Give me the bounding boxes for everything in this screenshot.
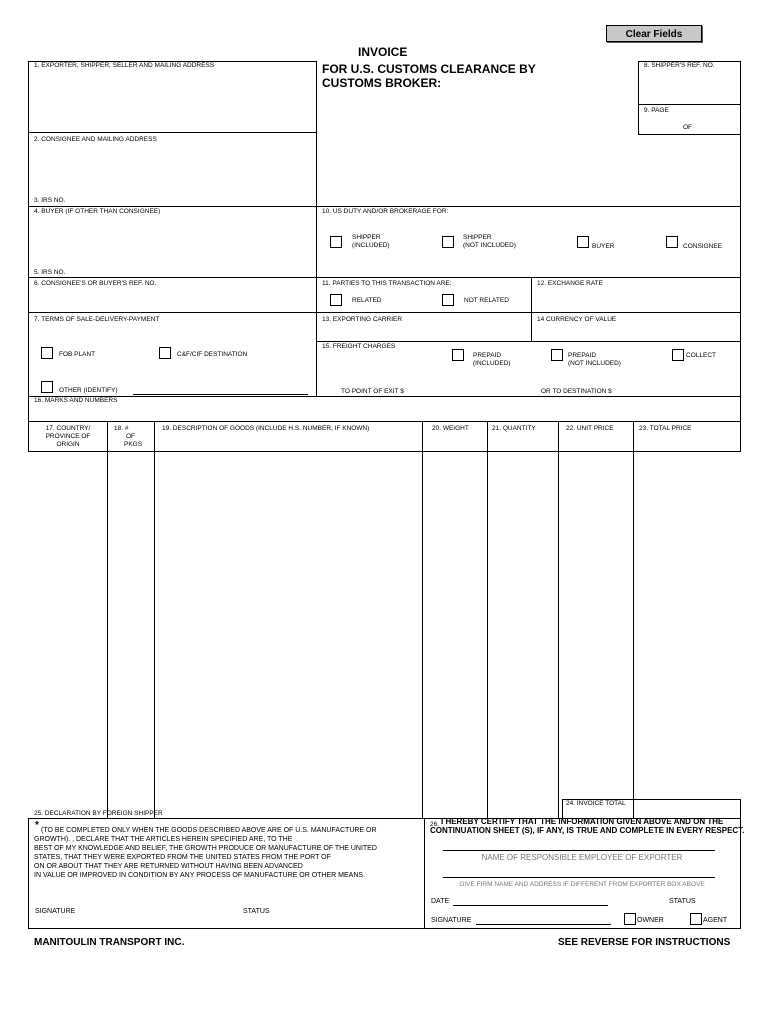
prepaid-not-included-label: PREPAID (NOT INCLUDED) bbox=[568, 352, 621, 367]
declarant-name-field[interactable] bbox=[80, 836, 170, 845]
box16-label: 16. MARKS AND NUMBERS bbox=[34, 397, 118, 404]
invoice-heading: INVOICE bbox=[358, 45, 408, 59]
related-label: RELATED bbox=[352, 297, 382, 304]
box13-label: 13. EXPORTING CARRIER bbox=[322, 316, 403, 323]
date-label: DATE bbox=[431, 898, 450, 905]
shipper-not-included-label: SHIPPER (NOT INCLUDED) bbox=[463, 234, 516, 249]
col-weight-header: 20. WEIGHT bbox=[432, 425, 469, 432]
owner-checkbox[interactable] bbox=[624, 913, 636, 925]
box5-label: 5. IRS NO. bbox=[34, 269, 66, 276]
on-or-about-field[interactable] bbox=[90, 863, 178, 872]
box7-label: 7. TERMS OF SALE-DELIVERY-PAYMENT bbox=[34, 316, 160, 323]
declaration-asterisk: * bbox=[35, 820, 39, 831]
owner-label: OWNER bbox=[637, 917, 664, 924]
box9-label: 9. PAGE bbox=[644, 107, 669, 114]
box26-number: 26. bbox=[430, 821, 440, 828]
prepaid-included-label: PREPAID (INCLUDED) bbox=[473, 352, 511, 367]
currency-field[interactable] bbox=[536, 326, 736, 339]
box3-label: 3. IRS NO. bbox=[34, 197, 66, 204]
box1-label: 1. EXPORTER, SHIPPER, SELLER AND MAILING ADDRESS bbox=[34, 62, 215, 69]
box25-label: 25. DECLARATION BY FOREIGN SHIPPER bbox=[34, 810, 163, 817]
invoice-total-field[interactable] bbox=[640, 808, 736, 817]
buyer-ref-field[interactable] bbox=[32, 292, 312, 308]
collect-label: COLLECT bbox=[686, 352, 716, 359]
quantity-column-field[interactable] bbox=[490, 454, 556, 794]
buyer-checkbox-label: BUYER bbox=[592, 243, 615, 250]
collect-checkbox[interactable] bbox=[672, 349, 684, 361]
box6-label: 6. CONSIGNEE'S OR BUYER'S REF. NO. bbox=[34, 280, 157, 287]
shipper-included-checkbox[interactable] bbox=[330, 236, 342, 248]
signature2-label: SIGNATURE bbox=[431, 917, 472, 924]
cf-cif-label: C&F/CIF DESTINATION bbox=[177, 351, 248, 358]
fob-plant-checkbox[interactable] bbox=[41, 347, 53, 359]
unit-price-column-field[interactable] bbox=[561, 454, 631, 794]
consignee-checkbox-label: CONSIGNEE bbox=[683, 243, 723, 250]
consignee-checkbox[interactable] bbox=[666, 236, 678, 248]
status-label: STATUS bbox=[243, 908, 270, 915]
responsible-employee-label: NAME OF RESPONSIBLE EMPLOYEE OF EXPORTER bbox=[481, 853, 683, 862]
port-field[interactable] bbox=[330, 854, 420, 863]
fob-plant-label: FOB PLANT bbox=[59, 351, 96, 358]
box11-label: 11. PARTIES TO THIS TRANSACTION ARE: bbox=[322, 280, 452, 287]
col-unit-price-header: 22. UNIT PRICE bbox=[566, 425, 614, 432]
shipper-ref-field[interactable] bbox=[642, 74, 737, 102]
marks-numbers-field[interactable] bbox=[32, 406, 736, 419]
cf-cif-checkbox[interactable] bbox=[159, 347, 171, 359]
prepaid-included-checkbox[interactable] bbox=[452, 349, 464, 361]
date-field[interactable] bbox=[455, 896, 605, 905]
status2-label: STATUS bbox=[669, 898, 696, 905]
box2-label: 2. CONSIGNEE AND MAILING ADDRESS bbox=[34, 136, 157, 143]
not-related-checkbox[interactable] bbox=[442, 294, 454, 306]
buyer-checkbox[interactable] bbox=[577, 236, 589, 248]
prepaid-not-included-checkbox[interactable] bbox=[551, 349, 563, 361]
pkgs-column-field[interactable] bbox=[110, 454, 152, 794]
col-total-price-header: 23. TOTAL PRICE bbox=[639, 425, 692, 432]
box8-label: 8. SHIPPER'S REF. NO. bbox=[644, 62, 715, 69]
exporter-field[interactable] bbox=[32, 74, 312, 129]
clear-fields-button[interactable]: Clear Fields bbox=[606, 25, 702, 42]
responsible-employee-field[interactable] bbox=[445, 840, 713, 849]
signature-label: SIGNATURE bbox=[35, 908, 76, 915]
reverse-instructions: SEE REVERSE FOR INSTRUCTIONS bbox=[558, 937, 731, 948]
col-description-header: 19. DESCRIPTION OF GOODS (INCLUDE H.S. NUMBER, IF KNOWN) bbox=[162, 425, 370, 432]
to-destination-label: OR TO DESTINATION $ bbox=[541, 388, 612, 395]
buyer-field[interactable] bbox=[32, 220, 312, 266]
total-price-column-field[interactable] bbox=[636, 454, 738, 794]
box15-label: 15. FREIGHT CHARGES bbox=[322, 343, 396, 350]
shipper-included-label: SHIPPER (INCLUDED) bbox=[352, 234, 390, 249]
other-label: OTHER (IDENTIFY) bbox=[59, 387, 118, 394]
related-checkbox[interactable] bbox=[330, 294, 342, 306]
other-checkbox[interactable] bbox=[41, 381, 53, 393]
box14-label: 14 CURRENCY OF VALUE bbox=[537, 316, 617, 323]
weight-column-field[interactable] bbox=[425, 454, 485, 794]
form-title: FOR U.S. CUSTOMS CLEARANCE BY CUSTOMS BROKER: bbox=[322, 62, 536, 90]
exchange-rate-field[interactable] bbox=[536, 292, 736, 308]
other-identify-field[interactable] bbox=[134, 384, 306, 394]
firm-name-field[interactable] bbox=[445, 867, 713, 876]
not-related-label: NOT RELATED bbox=[464, 297, 509, 304]
col-pkgs-header: 18. # OF PKGS bbox=[114, 425, 143, 448]
box10-label: 10. US DUTY AND/OR BROKERAGE FOR: bbox=[322, 208, 449, 215]
col-country-header: 17. COUNTRY/ PROVINCE OF ORIGIN bbox=[45, 425, 91, 448]
firm-address-note: GIVE FIRM NAME AND ADDRESS IF DIFFERENT FROM EXPORTER BOX ABOVE bbox=[459, 881, 705, 888]
certification-line1: I HEREBY CERTIFY THAT THE INFORMATION GIVEN ABOVE AND ON THE bbox=[441, 817, 724, 826]
col-quantity-header: 21. QUANTITY bbox=[492, 425, 536, 432]
description-column-field[interactable] bbox=[157, 454, 420, 794]
exporting-carrier-field[interactable] bbox=[320, 326, 526, 339]
box12-label: 12. EXCHANGE RATE bbox=[537, 280, 603, 287]
box24-label: 24. INVOICE TOTAL bbox=[566, 800, 626, 807]
declaration-text: (TO BE COMPLETED ONLY WHEN THE GOODS DESCRIBED ABOVE ARE OF U.S. MANUFACTURE OR GROWTH). , DECLARE THAT THE ARTICLES HEREIN SPECIFIED ARE, TO THE BEST OF MY KNOWLEDGE AND BELIEF, THE GROWTH PRODUCE OR MANUFACTURE OF THE UNITED STATES, THAT THEY WERE EXPORTED FROM THE UNITED STATES FROM THE PORT OF ON OR ABOUT THAT THEY ARE RETURNED WITHOUT HAVING BEEN ADVANCED IN VALUE OR IMPROVED IN CONDITION BY ANY PROCESS OF MANUFACTURE OR OTHER MEANS. bbox=[34, 827, 377, 879]
certification-line2: CONTINUATION SHEET (S), IF ANY, IS TRUE AND COMPLETE IN EVERY RESPECT. bbox=[430, 826, 745, 835]
box4-label: 4. BUYER (IF OTHER THAN CONSIGNEE) bbox=[34, 208, 161, 215]
shipper-not-included-checkbox[interactable] bbox=[442, 236, 454, 248]
company-name: MANITOULIN TRANSPORT INC. bbox=[34, 937, 185, 948]
country-column-field[interactable] bbox=[30, 454, 105, 794]
consignee-field[interactable] bbox=[32, 148, 312, 194]
page-of-label: OF bbox=[683, 124, 693, 131]
agent-label: AGENT bbox=[703, 917, 728, 924]
agent-checkbox[interactable] bbox=[690, 913, 702, 925]
to-point-of-exit-label: TO POINT OF EXIT $ bbox=[341, 388, 404, 395]
